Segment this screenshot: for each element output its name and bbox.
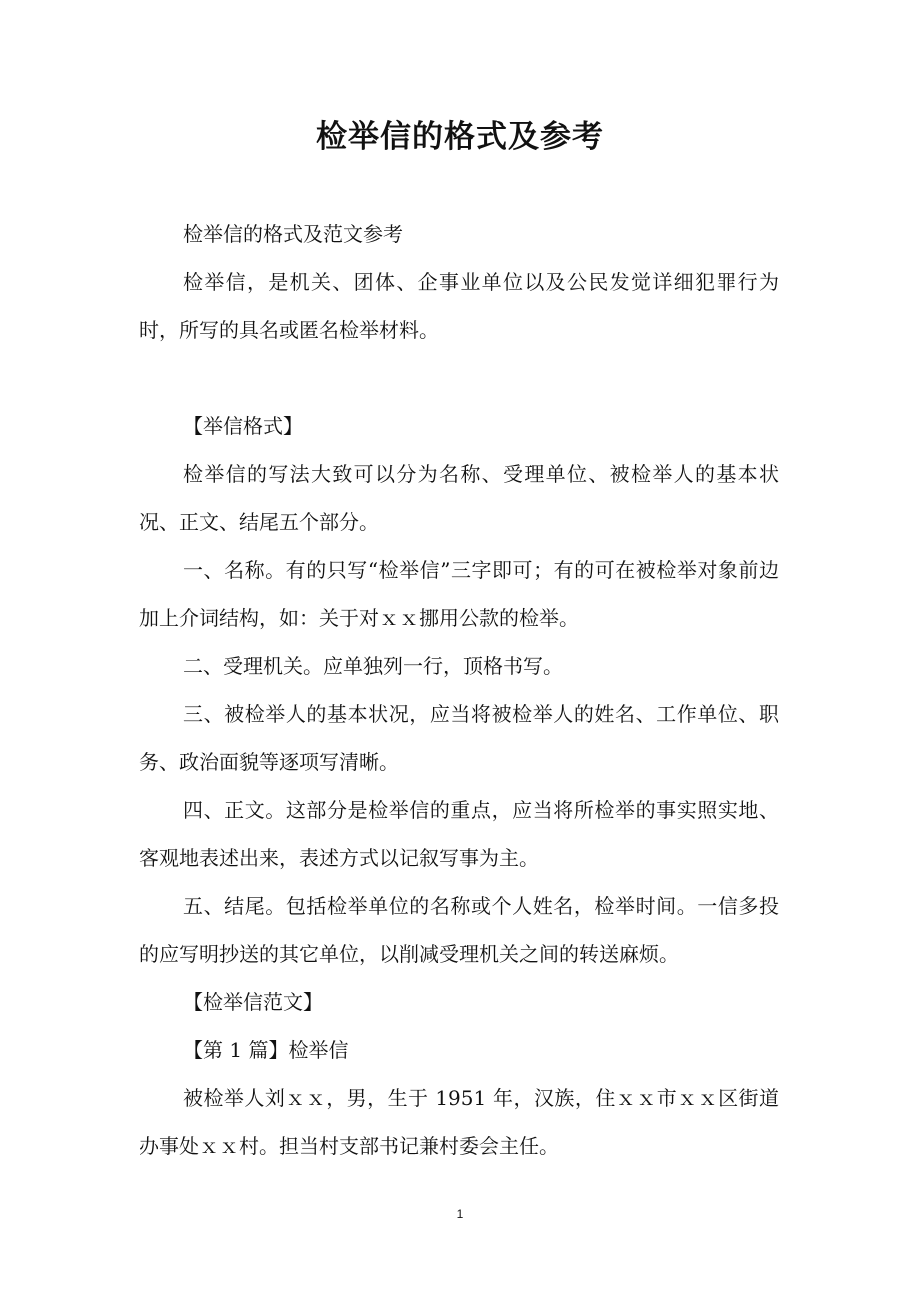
- sample-heading-1: 【第 1 篇】检举信: [183, 1038, 349, 1062]
- document-title: 检举信的格式及参考: [316, 119, 604, 155]
- paragraph-part-receiver: 二、受理机关。应单独列一行，顶格书写。: [183, 654, 563, 678]
- paragraph-subtitle: 检举信的格式及范文参考: [183, 222, 403, 246]
- blank-line: [139, 354, 779, 402]
- section-heading-format: 【举信格式】: [183, 414, 303, 438]
- page-number: 1: [456, 1207, 464, 1221]
- paragraph-part-person: 三、被检举人的基本状况，应当将被检举人的姓名、工作单位、职务、政治面貌等逐项写清晰。: [139, 702, 779, 774]
- paragraph-part-name: 一、名称。有的只写“检举信”三字即可；有的可在被检举对象前边加上介词结构，如：关于对ｘｘ挪用公款的检举。: [139, 558, 779, 630]
- paragraph-definition: 检举信，是机关、团体、企事业单位以及公民发觉详细犯罪行为时，所写的具名或匿名检举材料。: [139, 270, 779, 342]
- paragraph-part-ending: 五、结尾。包括检举单位的名称或个人姓名，检举时间。一信多投的应写明抄送的其它单位，以削减受理机关之间的转送麻烦。: [139, 894, 779, 966]
- paragraph-sample-1: 被检举人刘ｘｘ，男，生于 1951 年，汉族，住ｘｘ市ｘｘ区街道办事处ｘｘ村。担当村支部书记兼村委会主任。: [139, 1086, 779, 1158]
- paragraph-format-overview: 检举信的写法大致可以分为名称、受理单位、被检举人的基本状况、正文、结尾五个部分。: [139, 462, 779, 534]
- paragraph-part-body: 四、正文。这部分是检举信的重点，应当将所检举的事实照实地、客观地表述出来，表述方式以记叙写事为主。: [139, 798, 779, 870]
- section-heading-sample: 【检举信范文】: [183, 990, 323, 1014]
- document-body: [139, 210, 779, 1170]
